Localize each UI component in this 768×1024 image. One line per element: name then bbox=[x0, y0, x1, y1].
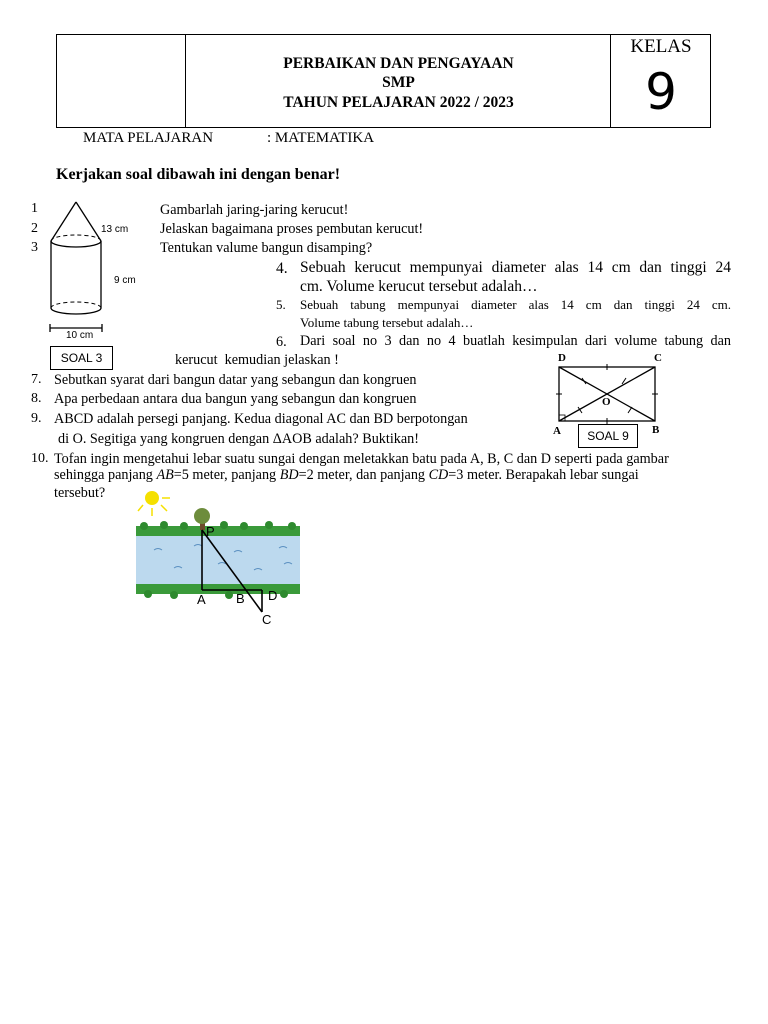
river-label-a: A bbox=[197, 592, 206, 607]
river-label-p: P bbox=[206, 524, 215, 539]
q6-line-1: Dari soal no 3 dan no 4 buatlah kesimpulan dari volume tabung dan bbox=[300, 333, 731, 349]
river-figure bbox=[134, 488, 304, 628]
q10-line-2: sehingga panjang AB=5 meter, panjang BD=2 meter, dan panjang CD=3 meter. Berapakah lebar sungai bbox=[54, 467, 639, 483]
cone-base-back bbox=[51, 235, 101, 241]
cylinder-bottom-back bbox=[51, 302, 101, 308]
river-label-d: D bbox=[268, 588, 278, 603]
header-title-line-3: TAHUN PELAJARAN 2022 / 2023 bbox=[283, 94, 514, 111]
q3-number: 3 bbox=[31, 240, 38, 255]
river-label-c: C bbox=[262, 612, 272, 627]
cone-base-front bbox=[51, 241, 101, 247]
q8-text: Apa perbedaan antara dua bangun yang sebangun dan kongruen bbox=[54, 391, 417, 407]
rect-label-a: A bbox=[553, 425, 561, 437]
tree-icon bbox=[194, 508, 210, 524]
q9-line-1: ABCD adalah persegi panjang. Kedua diagonal AC dan BD berpotongan bbox=[54, 411, 468, 427]
subject-value: : MATEMATIKA bbox=[267, 130, 375, 146]
q4-number: 4. bbox=[276, 260, 288, 277]
cylinder-bottom-front bbox=[51, 308, 101, 314]
header-title-line-1: PERBAIKAN DAN PENGAYAAN bbox=[283, 55, 514, 72]
cone-diameter-label: 10 cm bbox=[66, 330, 94, 341]
kelas-value: 9 bbox=[645, 63, 677, 121]
river-water bbox=[136, 532, 300, 586]
q10-number: 10. bbox=[31, 451, 49, 466]
rect-label-o: O bbox=[602, 396, 611, 408]
cone-slant-label: 13 cm bbox=[101, 224, 129, 235]
cone-height-label: 9 cm bbox=[114, 275, 136, 286]
q5-line-2: Volume tabung tersebut adalah… bbox=[300, 315, 474, 330]
q9-line-2: di O. Segitiga yang kongruen dengan ΔAOB adalah? Buktikan! bbox=[58, 431, 419, 447]
rect-label-c: C bbox=[654, 352, 662, 364]
rect-label-b: B bbox=[652, 424, 660, 436]
q5-line-1: Sebuah tabung mempunyai diameter alas 14 cm dan tinggi 24 cm. bbox=[300, 297, 731, 312]
q2-number: 2 bbox=[31, 221, 38, 236]
soal-9-tag: SOAL 9 bbox=[578, 424, 638, 448]
q7-number: 7. bbox=[31, 372, 42, 387]
instruction: Kerjakan soal dibawah ini dengan benar! bbox=[56, 166, 341, 183]
q4-line-1: Sebuah kerucut mempunyai diameter alas 14 cm dan tinggi 24 bbox=[300, 259, 731, 276]
rect-label-d: D bbox=[558, 352, 566, 364]
q5-number: 5. bbox=[276, 297, 286, 312]
kelas-label: KELAS bbox=[630, 36, 692, 57]
river-label-b: B bbox=[236, 591, 245, 606]
q2-text: Jelaskan bagaimana proses pembutan kerucut! bbox=[160, 221, 424, 237]
q4-line-2: cm. Volume kerucut tersebut adalah… bbox=[300, 278, 538, 295]
cone-figure bbox=[44, 196, 152, 344]
river-bank-top bbox=[136, 526, 300, 536]
q9-number: 9. bbox=[31, 411, 42, 426]
q1-text: Gambarlah jaring-jaring kerucut! bbox=[160, 202, 349, 218]
header-title-line-2: SMP bbox=[382, 74, 415, 91]
q7-text: Sebutkan syarat dari bangun datar yang sebangun dan kongruen bbox=[54, 372, 417, 388]
q1-number: 1 bbox=[31, 201, 38, 216]
q3-text: Tentukan valume bangun disamping? bbox=[160, 240, 373, 256]
q10-line-1: Tofan ingin mengetahui lebar suatu sungai dengan meletakkan batu pada A, B, C dan D seperti pada gambar bbox=[54, 451, 669, 467]
q6-number: 6. bbox=[276, 334, 287, 350]
q6-line-2: kerucut kemudian jelaskan ! bbox=[175, 352, 339, 368]
subject-label: MATA PELAJARAN bbox=[83, 130, 214, 146]
q10-line-3: tersebut? bbox=[54, 485, 106, 501]
q8-number: 8. bbox=[31, 391, 42, 406]
sun-icon bbox=[145, 491, 159, 505]
soal-3-tag: SOAL 3 bbox=[50, 346, 113, 370]
